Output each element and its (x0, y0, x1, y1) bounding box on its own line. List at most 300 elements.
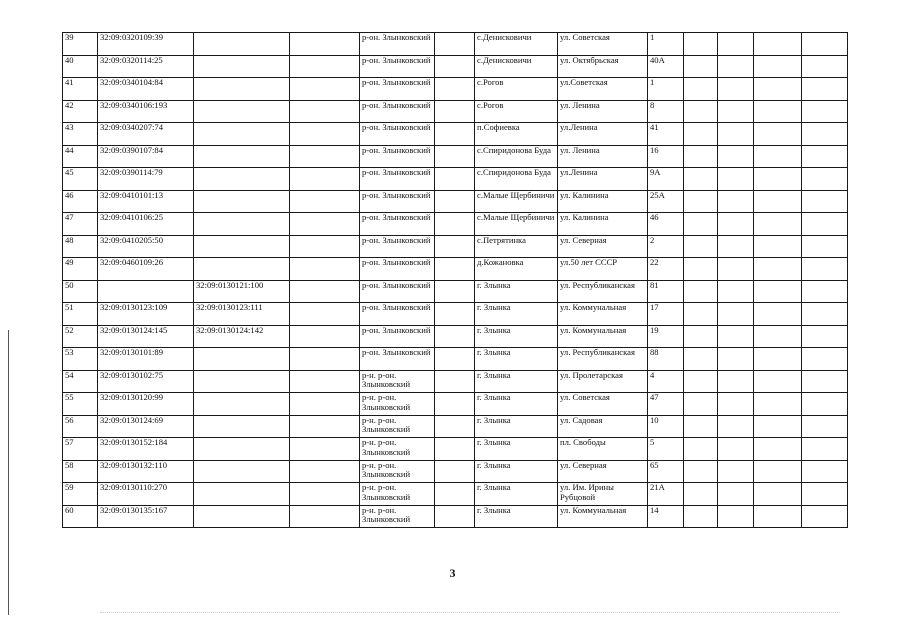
empty-cell (435, 438, 475, 461)
building-cadastral-number (194, 460, 290, 483)
empty-cell (802, 55, 848, 78)
table-row (63, 280, 848, 303)
empty-cell (718, 123, 754, 146)
empty-cell (684, 100, 718, 123)
district-cell: р-он. Злынковский (360, 258, 435, 281)
empty-cell (802, 78, 848, 101)
building-cadastral-number (194, 100, 290, 123)
empty-cell (754, 168, 802, 191)
house-number-cell: 19 (648, 325, 684, 348)
street-cell: ул. Коммунальная (558, 325, 648, 348)
empty-cell (435, 258, 475, 281)
row-number: 56 (63, 415, 98, 438)
settlement-cell: с.Спиридонова Буда (475, 168, 558, 191)
empty-cell (290, 258, 360, 281)
empty-cell (718, 100, 754, 123)
empty-cell (802, 100, 848, 123)
empty-cell (754, 460, 802, 483)
cadastral-number: 32:09:0320114:25 (98, 55, 194, 78)
empty-cell (435, 55, 475, 78)
empty-cell (290, 303, 360, 326)
table-row (63, 325, 848, 348)
row-number: 51 (63, 303, 98, 326)
empty-cell (290, 123, 360, 146)
building-cadastral-number: 32:09:0130124:142 (194, 325, 290, 348)
street-cell: ул. Северная (558, 460, 648, 483)
row-number: 43 (63, 123, 98, 146)
house-number-cell: 40А (648, 55, 684, 78)
district-cell: р-он. Злынковский (360, 348, 435, 371)
empty-cell (684, 325, 718, 348)
settlement-cell: с.Рогов (475, 78, 558, 101)
empty-cell (754, 483, 802, 506)
street-cell: ул. Республиканская (558, 348, 648, 371)
street-cell: ул.Ленина (558, 168, 648, 191)
empty-cell (802, 190, 848, 213)
cadastral-number: 32:09:0130124:145 (98, 325, 194, 348)
row-number: 60 (63, 505, 98, 528)
empty-cell (290, 190, 360, 213)
empty-cell (754, 325, 802, 348)
empty-cell (802, 348, 848, 371)
empty-cell (290, 415, 360, 438)
empty-cell (684, 505, 718, 528)
house-number-cell: 1 (648, 33, 684, 56)
building-cadastral-number (194, 145, 290, 168)
table-row (63, 370, 848, 393)
empty-cell (684, 438, 718, 461)
district-cell: р-он. Злынковский (360, 145, 435, 168)
cadastral-number: 32:09:0130124:69 (98, 415, 194, 438)
building-cadastral-number (194, 123, 290, 146)
empty-cell (290, 168, 360, 191)
empty-cell (684, 55, 718, 78)
building-cadastral-number (194, 393, 290, 416)
row-number: 53 (63, 348, 98, 371)
building-cadastral-number (194, 33, 290, 56)
empty-cell (290, 460, 360, 483)
table-row (63, 235, 848, 258)
row-number: 57 (63, 438, 98, 461)
empty-cell (435, 303, 475, 326)
empty-cell (684, 168, 718, 191)
empty-cell (290, 483, 360, 506)
cadastral-number: 32:09:0130101:89 (98, 348, 194, 371)
empty-cell (754, 33, 802, 56)
street-cell: пл. Свободы (558, 438, 648, 461)
street-cell: ул. Октябрьская (558, 55, 648, 78)
empty-cell (802, 213, 848, 236)
empty-cell (290, 213, 360, 236)
building-cadastral-number (194, 258, 290, 281)
empty-cell (754, 370, 802, 393)
empty-cell (290, 393, 360, 416)
empty-cell (718, 235, 754, 258)
empty-cell (754, 100, 802, 123)
district-cell: р-он. Злынковский (360, 190, 435, 213)
street-cell: ул. Калинина (558, 190, 648, 213)
empty-cell (718, 348, 754, 371)
house-number-cell: 22 (648, 258, 684, 281)
empty-cell (802, 460, 848, 483)
cadastral-number: 32:09:0320109:39 (98, 33, 194, 56)
street-cell: ул. Северная (558, 235, 648, 258)
row-number: 55 (63, 393, 98, 416)
district-cell: р-он. Злынковский (360, 213, 435, 236)
cadastral-number: 32:09:0390114:79 (98, 168, 194, 191)
table-row (63, 438, 848, 461)
district-cell: р-н. р-он. Злынковский (360, 460, 435, 483)
empty-cell (754, 393, 802, 416)
empty-cell (684, 393, 718, 416)
empty-cell (754, 258, 802, 281)
empty-cell (435, 78, 475, 101)
empty-cell (290, 145, 360, 168)
empty-cell (684, 258, 718, 281)
settlement-cell: д.Кожановка (475, 258, 558, 281)
empty-cell (718, 55, 754, 78)
district-cell: р-н. р-он. Злынковский (360, 393, 435, 416)
empty-cell (802, 168, 848, 191)
street-cell: ул. Коммунальная (558, 505, 648, 528)
empty-cell (754, 280, 802, 303)
cadastral-number: 32:09:0130132:110 (98, 460, 194, 483)
table-row (63, 213, 848, 236)
table-row (63, 55, 848, 78)
table-row (63, 483, 848, 506)
cadastral-number: 32:09:0130102:75 (98, 370, 194, 393)
cadastral-number: 32:09:0130135:167 (98, 505, 194, 528)
empty-cell (435, 393, 475, 416)
cadastral-number: 32:09:0130110:270 (98, 483, 194, 506)
empty-cell (802, 438, 848, 461)
house-number-cell: 16 (648, 145, 684, 168)
empty-cell (802, 235, 848, 258)
empty-cell (718, 393, 754, 416)
row-number: 44 (63, 145, 98, 168)
row-number: 39 (63, 33, 98, 56)
settlement-cell: г. Злынка (475, 505, 558, 528)
empty-cell (290, 325, 360, 348)
empty-cell (802, 505, 848, 528)
empty-cell (684, 190, 718, 213)
cadastral-number: 32:09:0390107:84 (98, 145, 194, 168)
empty-cell (684, 303, 718, 326)
house-number-cell: 14 (648, 505, 684, 528)
empty-cell (718, 325, 754, 348)
settlement-cell: с.Петрятинка (475, 235, 558, 258)
cadastral-number: 32:09:0410101:13 (98, 190, 194, 213)
empty-cell (684, 280, 718, 303)
row-number: 54 (63, 370, 98, 393)
empty-cell (435, 280, 475, 303)
house-number-cell: 88 (648, 348, 684, 371)
settlement-cell: г. Злынка (475, 325, 558, 348)
empty-cell (754, 145, 802, 168)
settlement-cell: г. Злынка (475, 280, 558, 303)
table-row (63, 348, 848, 371)
empty-cell (684, 348, 718, 371)
street-cell: ул. Ленина (558, 100, 648, 123)
district-cell: р-он. Злынковский (360, 123, 435, 146)
empty-cell (802, 370, 848, 393)
street-cell: ул. Советская (558, 33, 648, 56)
empty-cell (754, 55, 802, 78)
cadastral-number: 32:09:0340106:193 (98, 100, 194, 123)
empty-cell (718, 168, 754, 191)
cadastral-number: 32:09:0410106:25 (98, 213, 194, 236)
empty-cell (684, 123, 718, 146)
building-cadastral-number (194, 505, 290, 528)
street-cell: ул. Коммунальная (558, 303, 648, 326)
district-cell: р-он. Злынковский (360, 280, 435, 303)
empty-cell (802, 483, 848, 506)
empty-cell (754, 348, 802, 371)
building-cadastral-number (194, 370, 290, 393)
street-cell: ул. Калинина (558, 213, 648, 236)
district-cell: р-он. Злынковский (360, 55, 435, 78)
cadastral-number: 32:09:0130120:99 (98, 393, 194, 416)
empty-cell (802, 33, 848, 56)
table-row (63, 33, 848, 56)
empty-cell (435, 235, 475, 258)
house-number-cell: 9А (648, 168, 684, 191)
empty-cell (435, 190, 475, 213)
district-cell: р-н. р-он. Злынковский (360, 415, 435, 438)
house-number-cell: 41 (648, 123, 684, 146)
table-row (63, 505, 848, 528)
street-cell: ул. Советская (558, 393, 648, 416)
empty-cell (290, 33, 360, 56)
empty-cell (290, 348, 360, 371)
house-number-cell: 25А (648, 190, 684, 213)
empty-cell (435, 123, 475, 146)
empty-cell (435, 33, 475, 56)
settlement-cell: с.Рогов (475, 100, 558, 123)
empty-cell (435, 460, 475, 483)
street-cell: ул. Республиканская (558, 280, 648, 303)
table-row (63, 190, 848, 213)
row-number: 50 (63, 280, 98, 303)
empty-cell (718, 460, 754, 483)
empty-cell (290, 438, 360, 461)
building-cadastral-number (194, 190, 290, 213)
empty-cell (435, 100, 475, 123)
empty-cell (718, 415, 754, 438)
building-cadastral-number (194, 78, 290, 101)
empty-cell (290, 235, 360, 258)
row-number: 52 (63, 325, 98, 348)
empty-cell (802, 258, 848, 281)
empty-cell (290, 280, 360, 303)
street-cell: ул.Ленина (558, 123, 648, 146)
row-number: 40 (63, 55, 98, 78)
table-row (63, 303, 848, 326)
cadastral-number (98, 280, 194, 303)
district-cell: р-он. Злынковский (360, 325, 435, 348)
empty-cell (754, 78, 802, 101)
settlement-cell: с.Денисковичи (475, 33, 558, 56)
registry-rows (63, 33, 848, 528)
empty-cell (684, 78, 718, 101)
empty-cell (718, 258, 754, 281)
table-row (63, 393, 848, 416)
house-number-cell: 8 (648, 100, 684, 123)
scan-edge-line (8, 330, 9, 615)
street-cell: ул. Пролетарская (558, 370, 648, 393)
building-cadastral-number (194, 213, 290, 236)
empty-cell (684, 145, 718, 168)
empty-cell (718, 190, 754, 213)
district-cell: р-он. Злынковский (360, 168, 435, 191)
empty-cell (718, 483, 754, 506)
cadastral-number: 32:09:0130152:184 (98, 438, 194, 461)
settlement-cell: с.Денисковичи (475, 55, 558, 78)
table-row (63, 123, 848, 146)
empty-cell (290, 505, 360, 528)
empty-cell (718, 33, 754, 56)
empty-cell (802, 325, 848, 348)
empty-cell (802, 123, 848, 146)
row-number: 45 (63, 168, 98, 191)
district-cell: р-он. Злынковский (360, 78, 435, 101)
cadastral-number: 32:09:0130123:109 (98, 303, 194, 326)
district-cell: р-он. Злынковский (360, 100, 435, 123)
settlement-cell: с.Спиридонова Буда (475, 145, 558, 168)
row-number: 58 (63, 460, 98, 483)
empty-cell (290, 100, 360, 123)
empty-cell (435, 505, 475, 528)
table-row (63, 460, 848, 483)
empty-cell (435, 415, 475, 438)
empty-cell (754, 415, 802, 438)
house-number-cell: 2 (648, 235, 684, 258)
house-number-cell: 5 (648, 438, 684, 461)
empty-cell (684, 33, 718, 56)
building-cadastral-number (194, 438, 290, 461)
house-number-cell: 46 (648, 213, 684, 236)
empty-cell (754, 505, 802, 528)
district-cell: р-он. Злынковский (360, 235, 435, 258)
table-row (63, 258, 848, 281)
house-number-cell: 1 (648, 78, 684, 101)
empty-cell (290, 55, 360, 78)
empty-cell (718, 280, 754, 303)
table-row (63, 168, 848, 191)
settlement-cell: с.Малые Щербиничи (475, 213, 558, 236)
building-cadastral-number: 32:09:0130123:111 (194, 303, 290, 326)
table-row (63, 100, 848, 123)
empty-cell (435, 168, 475, 191)
district-cell: р-он. Злынковский (360, 33, 435, 56)
empty-cell (802, 393, 848, 416)
cadastral-number: 32:09:0460109:26 (98, 258, 194, 281)
house-number-cell: 10 (648, 415, 684, 438)
row-number: 59 (63, 483, 98, 506)
row-number: 46 (63, 190, 98, 213)
empty-cell (435, 145, 475, 168)
empty-cell (802, 303, 848, 326)
empty-cell (754, 438, 802, 461)
district-cell: р-н. р-он. Злынковский (360, 505, 435, 528)
building-cadastral-number (194, 235, 290, 258)
cadastral-number: 32:09:0340104:84 (98, 78, 194, 101)
settlement-cell: г. Злынка (475, 438, 558, 461)
cadastral-number: 32:09:0410205:50 (98, 235, 194, 258)
street-cell: ул. Садовая (558, 415, 648, 438)
settlement-cell: г. Злынка (475, 393, 558, 416)
empty-cell (718, 303, 754, 326)
settlement-cell: г. Злынка (475, 303, 558, 326)
empty-cell (684, 370, 718, 393)
building-cadastral-number (194, 483, 290, 506)
settlement-cell: г. Злынка (475, 483, 558, 506)
empty-cell (718, 213, 754, 236)
empty-cell (684, 460, 718, 483)
settlement-cell: с.Малые Щербиничи (475, 190, 558, 213)
row-number: 49 (63, 258, 98, 281)
street-cell: ул. Ленина (558, 145, 648, 168)
empty-cell (718, 438, 754, 461)
page-number: 3 (449, 566, 456, 580)
scan-noise-line (100, 612, 840, 614)
empty-cell (684, 415, 718, 438)
building-cadastral-number: 32:09:0130121:100 (194, 280, 290, 303)
empty-cell (754, 303, 802, 326)
empty-cell (754, 190, 802, 213)
row-number: 42 (63, 100, 98, 123)
district-cell: р-н. р-он. Злынковский (360, 438, 435, 461)
house-number-cell: 4 (648, 370, 684, 393)
district-cell: р-н. р-он. Злынковский (360, 483, 435, 506)
settlement-cell: г. Злынка (475, 348, 558, 371)
row-number: 47 (63, 213, 98, 236)
house-number-cell: 65 (648, 460, 684, 483)
street-cell: ул.50 лет СССР (558, 258, 648, 281)
building-cadastral-number (194, 168, 290, 191)
empty-cell (435, 325, 475, 348)
table-row (63, 415, 848, 438)
empty-cell (718, 505, 754, 528)
row-number: 48 (63, 235, 98, 258)
settlement-cell: п.Софиевка (475, 123, 558, 146)
cadastral-number: 32:09:0340207:74 (98, 123, 194, 146)
empty-cell (718, 78, 754, 101)
empty-cell (435, 370, 475, 393)
table-row (63, 78, 848, 101)
empty-cell (435, 348, 475, 371)
settlement-cell: г. Злынка (475, 460, 558, 483)
empty-cell (684, 235, 718, 258)
empty-cell (684, 483, 718, 506)
table-row (63, 145, 848, 168)
street-cell: ул.Советская (558, 78, 648, 101)
row-number: 41 (63, 78, 98, 101)
empty-cell (802, 415, 848, 438)
settlement-cell: г. Злынка (475, 415, 558, 438)
empty-cell (290, 370, 360, 393)
house-number-cell: 17 (648, 303, 684, 326)
house-number-cell: 81 (648, 280, 684, 303)
street-cell: ул. Им. Ирины Рубцовой (558, 483, 648, 506)
district-cell: р-н. р-он. Злынковский (360, 370, 435, 393)
empty-cell (435, 483, 475, 506)
building-cadastral-number (194, 415, 290, 438)
empty-cell (802, 280, 848, 303)
building-cadastral-number (194, 55, 290, 78)
empty-cell (684, 213, 718, 236)
house-number-cell: 47 (648, 393, 684, 416)
